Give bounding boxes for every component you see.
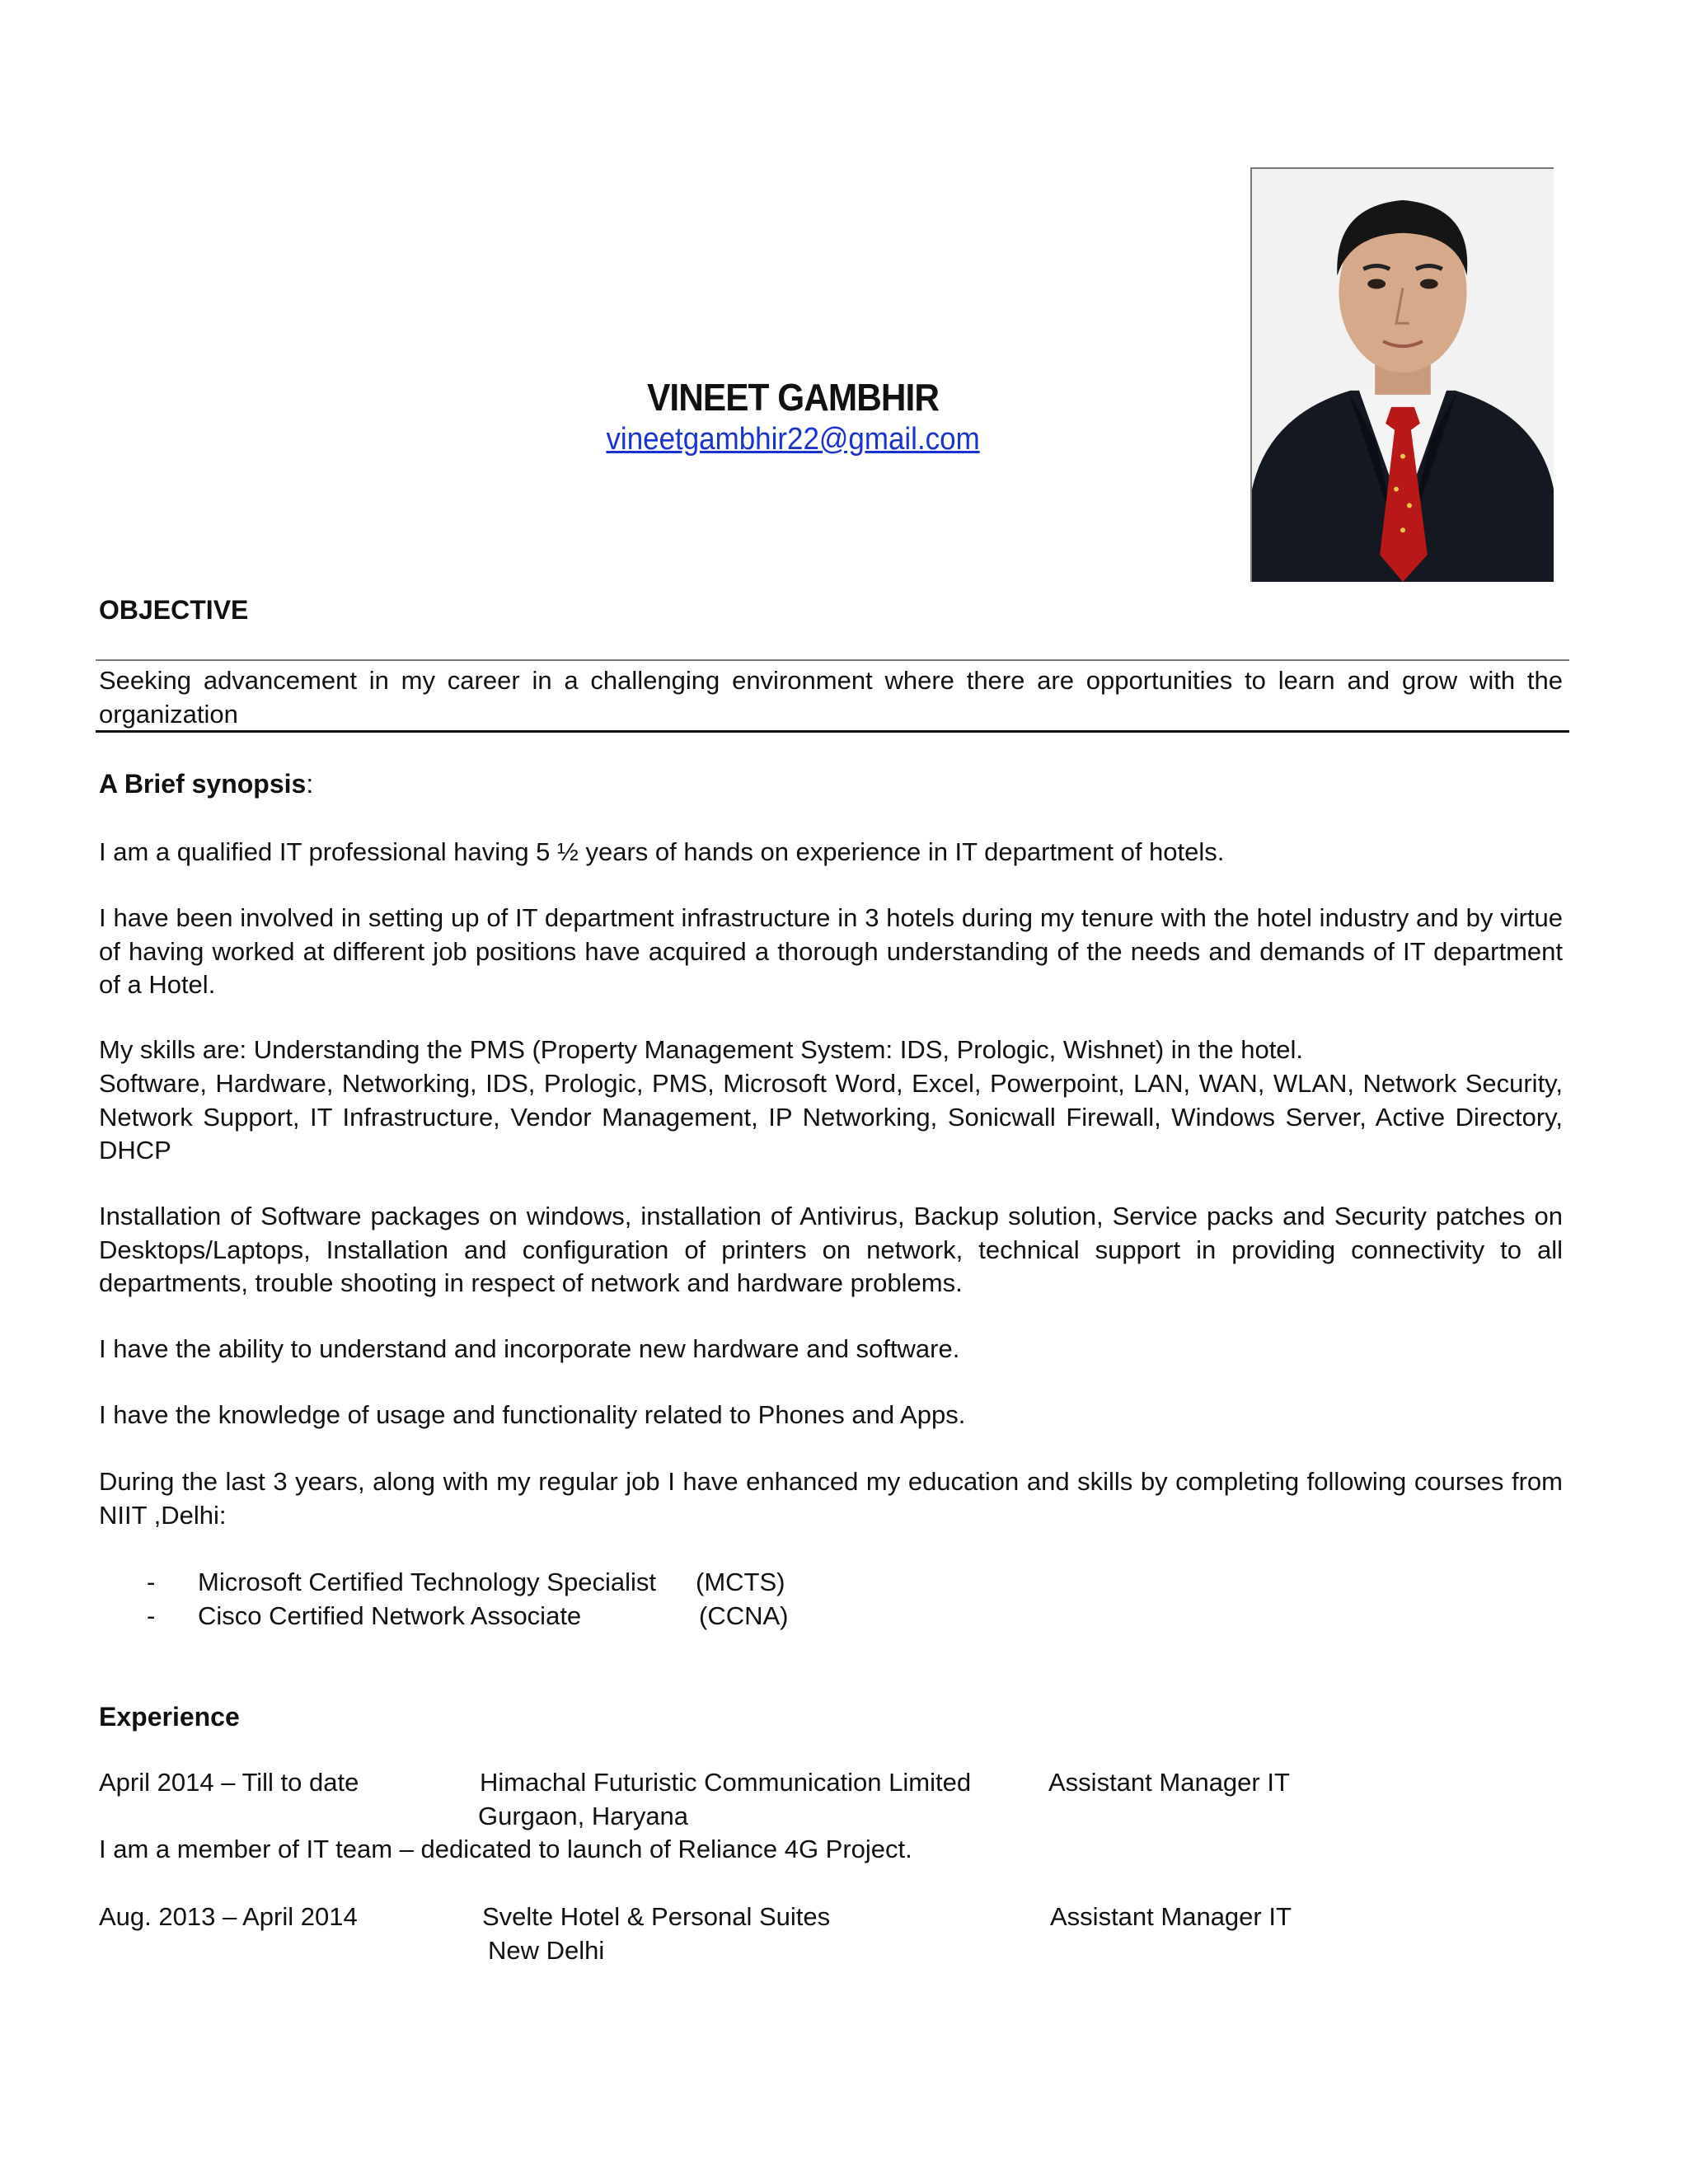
synopsis-paragraph-1: I am a qualified IT professional having 5 ½ years of hands on experience in IT department of hotels.: [99, 837, 1225, 866]
course-bullet: -: [147, 1568, 156, 1596]
job-company: Himachal Futuristic Communication Limited: [480, 1768, 972, 1797]
synopsis-paragraph-skills-intro: My skills are: Understanding the PMS (Property Management System: IDS, Prologic, Wishnet) in the hotel.: [99, 1035, 1304, 1064]
job-location: Gurgaon, Haryana: [478, 1802, 689, 1830]
objective-top-divider: [96, 659, 1569, 661]
synopsis-paragraph-2: I have been involved in setting up of IT department infrastructure in 3 hotels during my tenure with the hotel industry and by virtue of having worked at different job positions have acquired a thorough understanding of the needs and demands of IT department of a Hotel.: [99, 903, 1563, 999]
job-location: New Delhi: [488, 1936, 605, 1965]
synopsis-paragraph-skills-list: Software, Hardware, Networking, IDS, Prologic, PMS, Microsoft Word, Excel, Powerpoint, LAN, WAN, WLAN, Network Security, Network Support, IT Infrastructure, Vendor Management, IP Networking, Sonicwall Firewall, Windows Server, Active Directory, DHCP: [99, 1069, 1563, 1165]
course-abbr-ccna: (CCNA): [699, 1601, 789, 1630]
job-note: I am a member of IT team – dedicated to launch of Reliance 4G Project.: [99, 1835, 912, 1863]
job-period: Aug. 2013 – April 2014: [99, 1902, 358, 1931]
synopsis-paragraph-ability: I have the ability to understand and incorporate new hardware and software.: [99, 1334, 960, 1363]
job-role: Assistant Manager IT: [1048, 1768, 1290, 1797]
experience-heading: Experience: [99, 1702, 240, 1732]
candidate-name: VINEET GAMBHIR: [647, 376, 940, 419]
objective-heading: OBJECTIVE: [99, 595, 249, 625]
synopsis-heading-text: A Brief synopsis: [99, 769, 307, 799]
job-company: Svelte Hotel & Personal Suites: [482, 1902, 831, 1931]
synopsis-paragraph-installation: Installation of Software packages on windows, installation of Antivirus, Backup solution, Service packs and Security patches on Desktops/Laptops, Installation and configuration of printers on network, technical support in providing connectivity to all departments, trouble shooting in respect of network and hardware problems.: [99, 1202, 1563, 1297]
objective-bottom-divider: [96, 730, 1569, 733]
synopsis-heading-colon: :: [306, 769, 314, 799]
course-abbr-mcts: (MCTS): [696, 1568, 785, 1596]
course-name-ccna: Cisco Certified Network Associate: [198, 1601, 582, 1630]
objective-text: Seeking advancement in my career in a challenging environment where there are opportunities to learn and grow with the organization: [99, 666, 1563, 729]
profile-photo: [1250, 167, 1554, 582]
email-link[interactable]: vineetgambhir22@gmail.com: [606, 422, 980, 457]
synopsis-paragraph-knowledge: I have the knowledge of usage and functionality related to Phones and Apps.: [99, 1400, 966, 1429]
course-bullet: -: [147, 1601, 156, 1630]
synopsis-paragraph-courses-intro: During the last 3 years, along with my regular job I have enhanced my education and skills by completing following courses from NIIT ,Delhi:: [99, 1467, 1563, 1530]
job-role: Assistant Manager IT: [1050, 1902, 1292, 1931]
synopsis-heading: [99, 769, 313, 799]
job-period: April 2014 – Till to date: [99, 1768, 359, 1797]
course-name-mcts: Microsoft Certified Technology Specialist: [198, 1568, 656, 1596]
